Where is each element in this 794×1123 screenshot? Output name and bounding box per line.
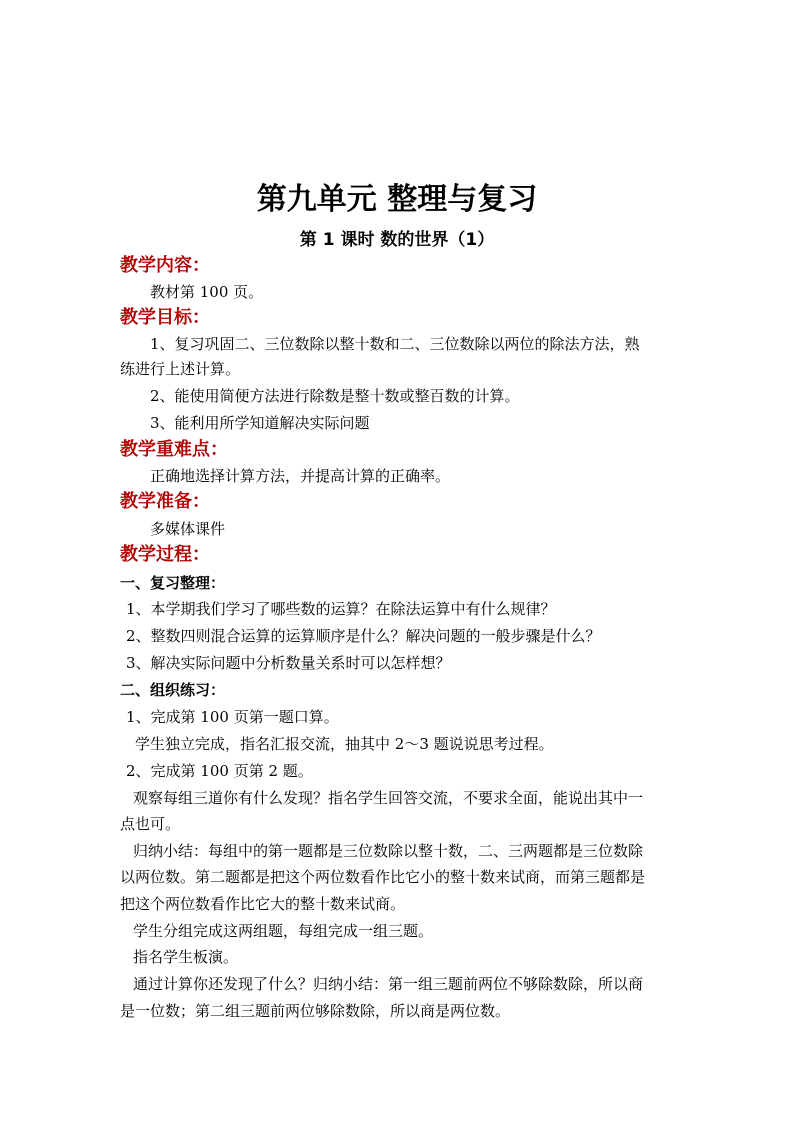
section-2-line: 归纳小结：每组中的第一题都是三位数除以整十数，二、三两题都是三位数除	[133, 842, 644, 860]
section-2-line: 学生分组完成这两组题，每组完成一组三题。	[133, 922, 434, 940]
heading-preparation: 教学准备：	[120, 491, 210, 512]
preparation-text: 多媒体课件	[150, 520, 226, 538]
heading-teaching-content: 教学内容：	[120, 255, 210, 276]
section-2-line: 通过计算你还发现了什么？归纳小结：第一组三题前两位不够除数除，所以商	[133, 975, 644, 993]
section-2-line: 观察每组三道你有什么发现？指名学生回答交流，不要求全面，能说出其中一	[133, 789, 644, 807]
section-1-title: 一、复习整理：	[120, 574, 226, 592]
lesson-subtitle: 第 1 课时 数的世界（1）	[299, 230, 495, 250]
section-2-line: 学生独立完成，指名汇报交流，抽其中 2～3 题说说思考过程。	[135, 735, 554, 753]
section-2-line: 以两位数。第二题都是把这个两位数看作比它小的整十数来试商，而第三题都是	[120, 868, 646, 886]
heading-teaching-goals: 教学目标：	[120, 307, 210, 328]
section-2-line: 点也可。	[120, 815, 181, 833]
heading-process: 教学过程：	[120, 544, 210, 565]
goal-2: 2、能使用简便方法进行除数是整十数或整百数的计算。	[150, 387, 520, 405]
content-text: 教材第 100 页。	[150, 283, 264, 301]
section-2-line: 指名学生板演。	[133, 948, 239, 966]
heading-key-points: 教学重难点：	[120, 439, 228, 460]
goal-1-line-2: 练进行上述计算。	[120, 360, 241, 378]
goal-1-line-1: 1、复习巩固二、三位数除以整十数和二、三位数除以两位的除法方法，熟	[150, 335, 640, 353]
section-2-line: 是一位数；第二组三题前两位够除数除，所以商是两位数。	[120, 1002, 511, 1020]
section-1-question-1: 1、本学期我们学习了哪些数的运算？在除法运算中有什么规律？	[126, 600, 556, 618]
section-2-title: 二、组织练习：	[120, 681, 226, 699]
section-2-line: 1、完成第 100 页第一题口算。	[126, 708, 339, 726]
page-title: 第九单元 整理与复习	[256, 182, 538, 217]
key-points-text: 正确地选择计算方法，并提高计算的正确率。	[150, 467, 451, 485]
section-1-question-3: 3、解决实际问题中分析数量关系时可以怎样想？	[126, 654, 451, 672]
section-1-question-2: 2、整数四则混合运算的运算顺序是什么？解决问题的一般步骤是什么？	[126, 627, 601, 645]
goal-3: 3、能利用所学知道解决实际问题	[150, 414, 370, 432]
section-2-line: 2、完成第 100 页第 2 题。	[126, 762, 313, 780]
section-2-line: 把这个两位数看作比它大的整十数来试商。	[120, 895, 406, 913]
